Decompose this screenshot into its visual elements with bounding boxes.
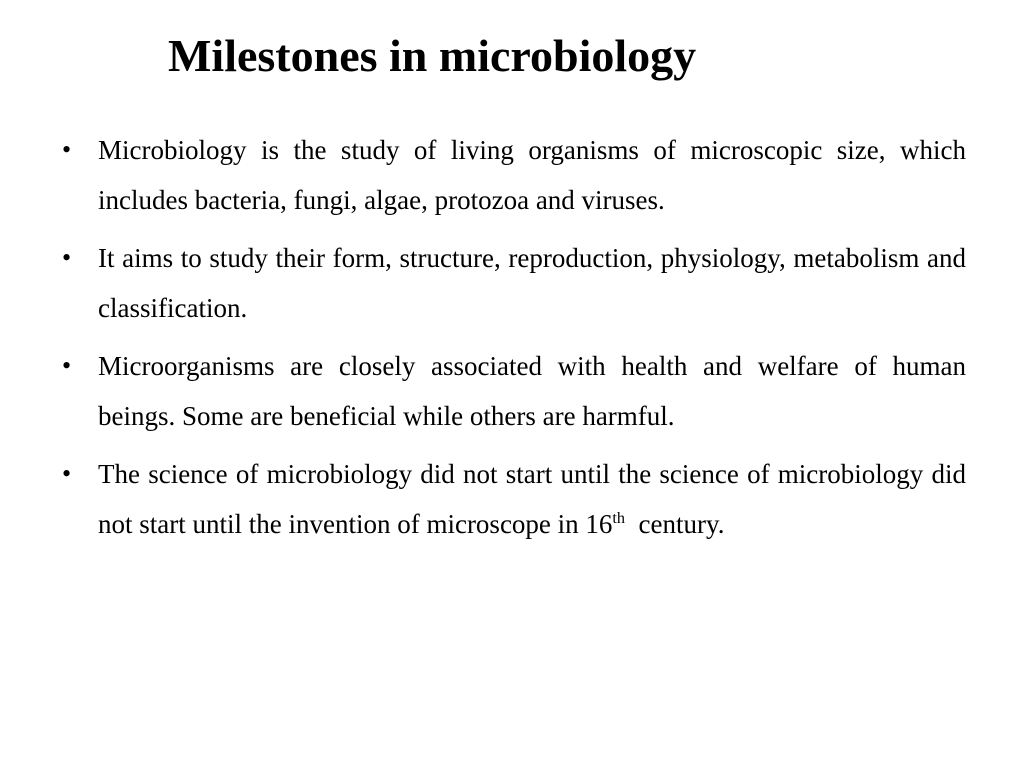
bullet-item [60,449,966,549]
bullet-text: Microorganisms are closely associated with health and welfare of human beings. Some are beneficial while others are harmful. [98,350,966,431]
bullet-marker: • [62,242,72,272]
bullet-marker: • [62,458,72,488]
bullet-text-fragment: century. [625,508,725,539]
bullet-list [60,125,966,549]
bullet-item [60,233,966,333]
bullet-text: It aims to study their form, structure, reproduction, physiology, metabolism and classification. [98,242,966,323]
slide-title: Milestones in microbiology [168,30,697,81]
superscript-th: th [612,508,626,527]
bullet-marker: • [62,350,72,380]
bullet-item [60,341,966,441]
bullet-marker: • [62,134,72,164]
bullet-text: Microbiology is the study of living organisms of microscopic size, which includes bacteria, fungi, algae, protozoa and viruses. [98,134,966,215]
bullet-text [98,449,966,549]
bullet-text-fragment: The science of microbiology did not start until the science of microbiology did not start until the invention of microscope in 16 [98,458,966,539]
bullet-item [60,125,966,225]
